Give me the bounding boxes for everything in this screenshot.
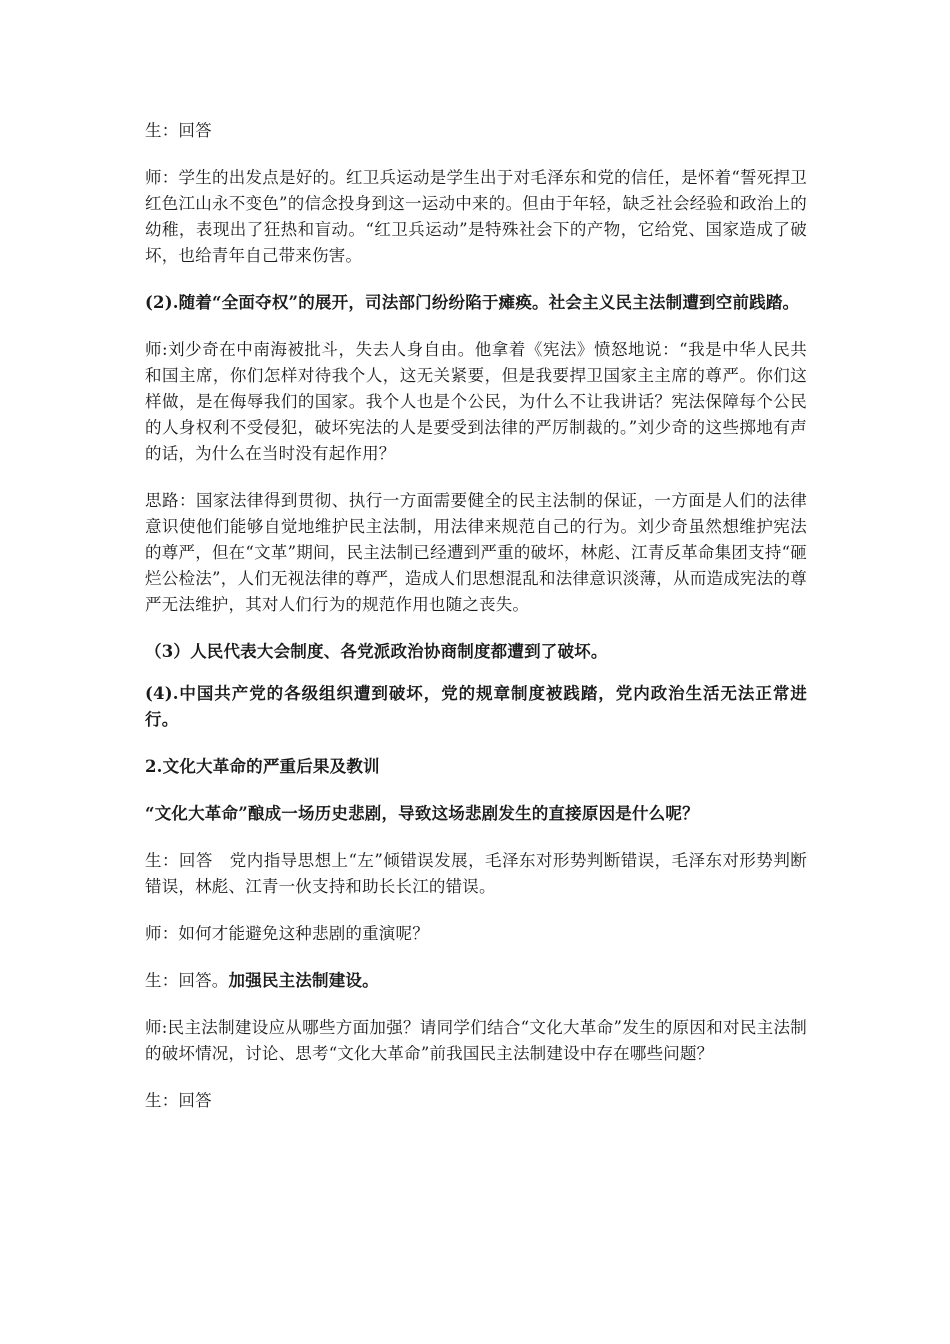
heading-point-4-party-organizations: (4).中国共产党的各级组织遭到破坏，党的规章制度被践踏，党内政治生活无法正常进行。	[145, 684, 807, 729]
paragraph-student-answer-cause: 生：回答 党内指导思想上“左”倾错误发展，毛泽东对形势判断错误，毛泽东对形势判断错误，林彪、江青一伙支持和助长长江的错误。	[145, 851, 807, 896]
section-heading-consequences: 2.文化大革命的严重后果及教训	[145, 757, 380, 776]
paragraph-teacher-avoid-tragedy: 师：如何才能避免这种悲剧的重演呢？	[145, 924, 429, 943]
answer-prefix: 生：回答。	[145, 971, 229, 990]
heading-point-3-congress-system: （3）人民代表大会制度、各党派政治协商制度都遭到了破坏。	[145, 642, 608, 661]
paragraph-teacher-liu-shaoqi: 师:刘少奇在中南海被批斗，失去人身自由。他拿着《宪法》愤怒地说：“我是中华人民共和国主席，你们怎样对待我个人，这无关紧要，但是我要捍卫国家主主席的尊严。你们这样做，是在侮辱我们的国家。我个人也是个公民，为什么不让我讲话？宪法保障每个公民的人身权利不受侵犯，破坏宪法的人是要受到法律的严厉制裁的。”刘少奇的这些掷地有声的话，为什么在当时没有起作用？	[145, 340, 807, 463]
paragraph-student-answer-final: 生：回答	[145, 1091, 212, 1110]
heading-point-2-seize-power: (2).随着“全面夺权”的展开，司法部门纷纷陷于瘫痪。社会主义民主法制遭到空前践踏。	[145, 293, 800, 312]
question-direct-cause: “文化大革命”酿成一场历史悲剧，导致这场悲剧发生的直接原因是什么呢？	[145, 804, 699, 823]
paragraph-thinking-route: 思路：国家法律得到贯彻、执行一方面需要健全的民主法制的保证，一方面是人们的法律意识使他们能够自觉地维护民主法制，用法律来规范自己的行为。刘少奇虽然想维护宪法的尊严，但在“文革”期间，民主法制已经遭到严重的破坏，林彪、江青反革命集团支持“砸烂公检法”，人们无视法律的尊严，造成人们思想混乱和法律意识淡薄，从而造成宪法的尊严无法维护，其对人们行为的规范作用也随之丧失。	[145, 491, 807, 614]
paragraph-student-answer-legal	[145, 968, 807, 994]
answer-emphasis: 加强民主法制建设。	[228, 971, 379, 990]
paragraph-student-answer-1: 生：回答	[145, 121, 212, 140]
paragraph-teacher-red-guards: 师：学生的出发点是好的。红卫兵运动是学生出于对毛泽东和党的信任，是怀着“誓死捍卫红色江山永不变色”的信念投身到这一运动中来的。但由于年轻，缺乏社会经验和政治上的幼稚，表现出了狂热和盲动。“红卫兵运动”是特殊社会下的产物，它给党、国家造成了破坏，也给青年自己带来伤害。	[145, 168, 807, 265]
paragraph-teacher-discussion: 师:民主法制建设应从哪些方面加强？请同学们结合“文化大革命”发生的原因和对民主法制的破坏情况，讨论、思考“文化大革命”前我国民主法制建设中存在哪些问题？	[145, 1018, 807, 1063]
